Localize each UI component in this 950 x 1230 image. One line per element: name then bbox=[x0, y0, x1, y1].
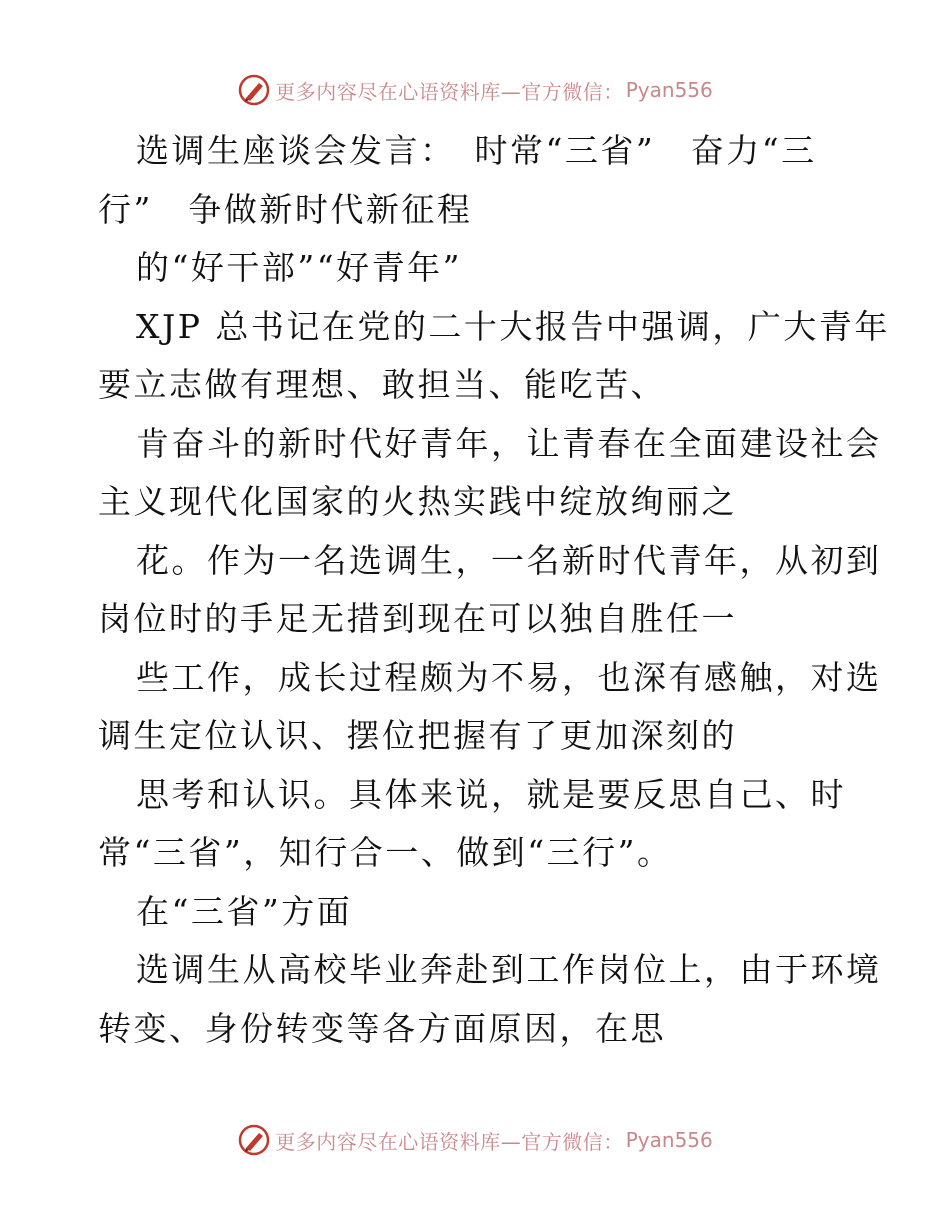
footer-banner bbox=[0, 1120, 950, 1160]
text-line: 行” 争做新时代新征程 bbox=[98, 189, 473, 229]
banner-contact: Pyan556 bbox=[625, 78, 713, 102]
text-line: 思考和认识。具体来说，就是要反思自己、时 bbox=[136, 774, 846, 814]
header-banner bbox=[0, 70, 950, 110]
text-line: 主义现代化国家的火热实践中绽放绚丽之 bbox=[98, 482, 737, 521]
text-line: 岗位时的手足无措到现在可以独自胜任一 bbox=[98, 599, 737, 638]
text-line: 些工作，成长过程颇为不易，也深有感触，对选 bbox=[136, 657, 882, 697]
pen-circle-logo-icon bbox=[237, 1123, 271, 1157]
text-line: 选调生座谈会发言： 时常“三省” 奋力“三 bbox=[136, 131, 817, 170]
text-line: 在“三省”方面 bbox=[136, 891, 353, 931]
text-line: 肯奋斗的新时代好青年，让青春在全面建设社会 bbox=[136, 423, 882, 463]
banner-text: 更多内容尽在心语资料库—官方微信： bbox=[275, 1129, 624, 1154]
text-line: 转变、身份转变等各方面原因，在思 bbox=[98, 1008, 666, 1048]
text-line: 常“三省”，知行合一、做到“三行”。 bbox=[98, 833, 673, 872]
text-line: XJP 总书记在党的二十大报告中强调，广大青年 bbox=[136, 306, 890, 346]
banner-contact: Pyan556 bbox=[625, 1128, 713, 1152]
text-line: 选调生从高校毕业奔赴到工作岗位上，由于环境 bbox=[136, 950, 882, 989]
text-line: 花。作为一名选调生，一名新时代青年，从初到 bbox=[136, 540, 882, 580]
banner-text: 更多内容尽在心语资料库—官方微信： bbox=[275, 79, 624, 104]
text-line: 调生定位认识、摆位把握有了更加深刻的 bbox=[98, 716, 737, 755]
text-line: 的“好干部”“好青年” bbox=[136, 248, 462, 287]
pen-circle-logo-icon bbox=[237, 73, 271, 107]
document-body bbox=[98, 122, 890, 1058]
text-line: 要立志做有理想、敢担当、能吃苦、 bbox=[98, 365, 666, 404]
